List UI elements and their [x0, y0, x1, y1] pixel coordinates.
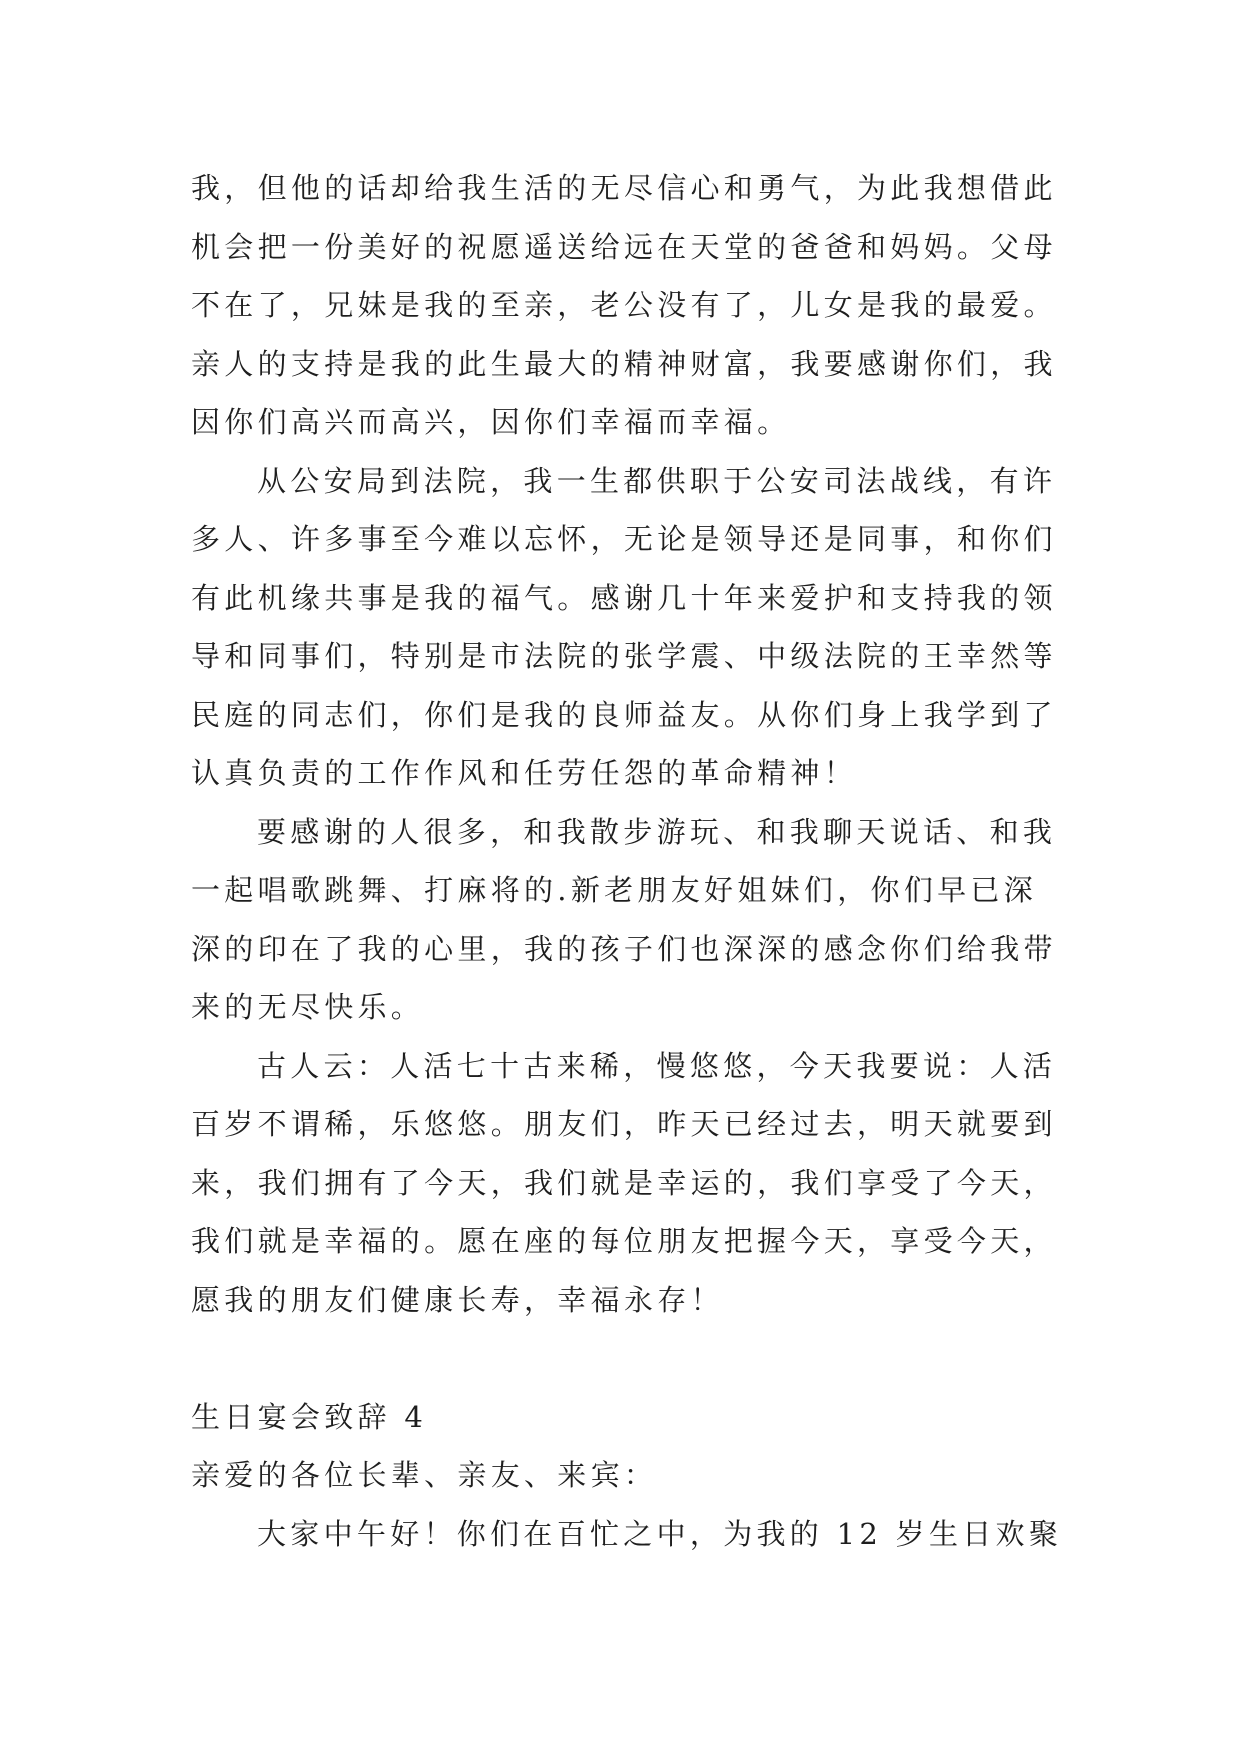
text-line: 要感谢的人很多，和我散步游玩、和我聊天说话、和我: [257, 814, 1057, 849]
text-line: 我，但他的话却给我生活的无尽信心和勇气，为此我想借此: [191, 171, 1057, 205]
section-title: 生日宴会致辞 4: [191, 1399, 428, 1434]
text-line: 因你们高兴而高兴，因你们幸福而幸福。: [191, 405, 791, 439]
text-line: 从公安局到法院，我一生都供职于公安司法战线，有许: [257, 463, 1057, 498]
paragraph: [191, 803, 1151, 1037]
text-line: 愿我的朋友们健康长寿，幸福永存！: [191, 1282, 724, 1317]
paragraph: [191, 159, 1151, 452]
text-line: 来的无尽快乐。: [191, 990, 425, 1024]
document-body: [191, 159, 1151, 1563]
text-line: 认真负责的工作作风和任劳任怨的革命精神！: [191, 756, 858, 790]
opening-line: 大家中午好！你们在百忙之中，为我的 12 岁生日欢聚: [257, 1516, 1063, 1551]
text-line: 机会把一份美好的祝愿遥送给远在天堂的爸爸和妈妈。父母: [191, 229, 1057, 264]
text-line: 民庭的同志们，你们是我的良师益友。从你们身上我学到了: [191, 697, 1057, 732]
text-line: 不在了，兄妹是我的至亲，老公没有了，儿女是我的最爱。: [191, 288, 1057, 322]
paragraph: [191, 1037, 1151, 1330]
text-line: 有此机缘共事是我的福气。感谢几十年来爱护和支持我的领: [191, 580, 1057, 615]
text-line: 古人云：人活七十古来稀，慢悠悠，今天我要说：人活: [257, 1048, 1057, 1083]
text-line: 导和同事们，特别是市法院的张学震、中级法院的王幸然等: [191, 639, 1057, 673]
text-line: 多人、许多事至今难以忘怀，无论是领导还是同事，和你们: [191, 522, 1057, 556]
paragraph: [191, 452, 1151, 803]
text-line: 百岁不谓稀，乐悠悠。朋友们，昨天已经过去，明天就要到: [191, 1107, 1057, 1141]
blank-line: [191, 1329, 1151, 1388]
text-line: 一起唱歌跳舞、打麻将的.新老朋友好姐妹们，你们早已深: [191, 873, 1038, 907]
text-line: 亲人的支持是我的此生最大的精神财富，我要感谢你们，我: [191, 346, 1057, 381]
salutation: 亲爱的各位长辈、亲友、来宾：: [191, 1458, 658, 1492]
text-line: 来，我们拥有了今天，我们就是幸运的，我们享受了今天，: [191, 1165, 1057, 1200]
text-line: 深的印在了我的心里，我的孩子们也深深的感念你们给我带: [191, 931, 1057, 966]
text-line: 我们就是幸福的。愿在座的每位朋友把握今天，享受今天，: [191, 1224, 1057, 1258]
